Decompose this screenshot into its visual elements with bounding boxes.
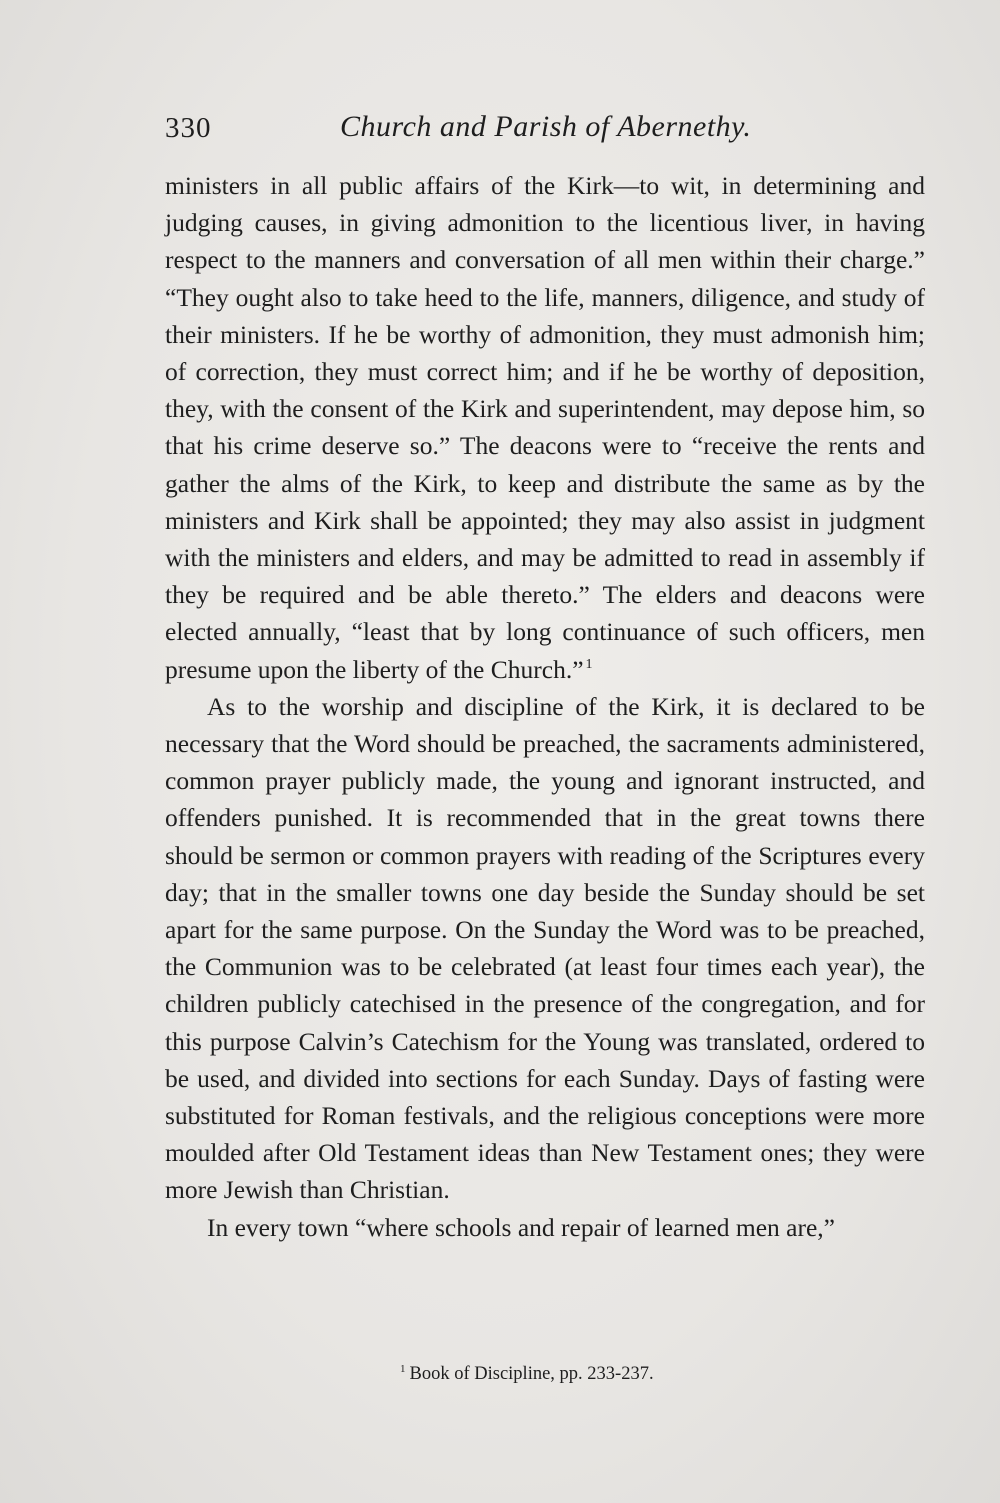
paragraph-3	[165, 1209, 925, 1246]
running-head	[165, 108, 785, 156]
page-number: 330	[165, 112, 212, 144]
body-text	[165, 167, 925, 1246]
paragraph-2-text: As to the worship and discipline of the Kirk, it is declared to be necessary that the Word should be preached, the sacraments administered, common prayer publicly made, the young and ignorant instructed, and offenders punished. It is recommended that in the great towns there should be sermon or common prayers with reading of the Scriptures every day; that in the smaller towns one day beside the Sunday should be set apart for the same purpose. On the Sunday the Word was to be preached, the Communion was to be celebrated (at least four times each year), the children publicly catechised in the presence of the congregation, and for this purpose Calvin’s Catechism for the Young was translated, ordered to be used, and divided into sections for each Sunday. Days of fasting were substituted for Roman festivals, and the religious conceptions were more moulded after Old Testament ideas than New Testament ones; they were more Jewish than Christian.	[165, 691, 925, 1205]
footnote-text: Book of Discipline, pp. 233-237.	[409, 1364, 654, 1384]
paragraph-1-text: ministers in all public affairs of the Kirk—to wit, in determining and judging causes, in giving admonition to the licentious liver, in having respect to the manners and conversation of all men within their charge.” “They ought also to take heed to the life, manners, diligence, and study of their ministers. If he be worthy of admonition, they must admonish him; of correction, they must correct him; and if he be worthy of deposition, they, with the consent of the Kirk and superintendent, may depose him, so that his crime deserve so.” The deacons were to “receive the rents and gather the alms of the Kirk, to keep and distribute the same as by the ministers and Kirk shall be appointed; they may also assist in judgment with the ministers and elders, and may be admitted to read in assembly if they be required and be able thereto.” The elders and deacons were elected annually, “least that by long continuance of such officers, men presume upon the liberty of the Church.”	[165, 171, 925, 684]
footnote-marker: 1	[400, 1363, 406, 1375]
paragraph-1	[165, 167, 925, 688]
footnote-reference: 1	[585, 656, 593, 672]
footnote	[400, 1364, 654, 1385]
paragraph-3-text: In every town “where schools and repair of learned men are,”	[207, 1212, 835, 1242]
running-title: Church and Parish of Abernethy.	[340, 110, 752, 143]
paragraph-2	[165, 688, 925, 1209]
